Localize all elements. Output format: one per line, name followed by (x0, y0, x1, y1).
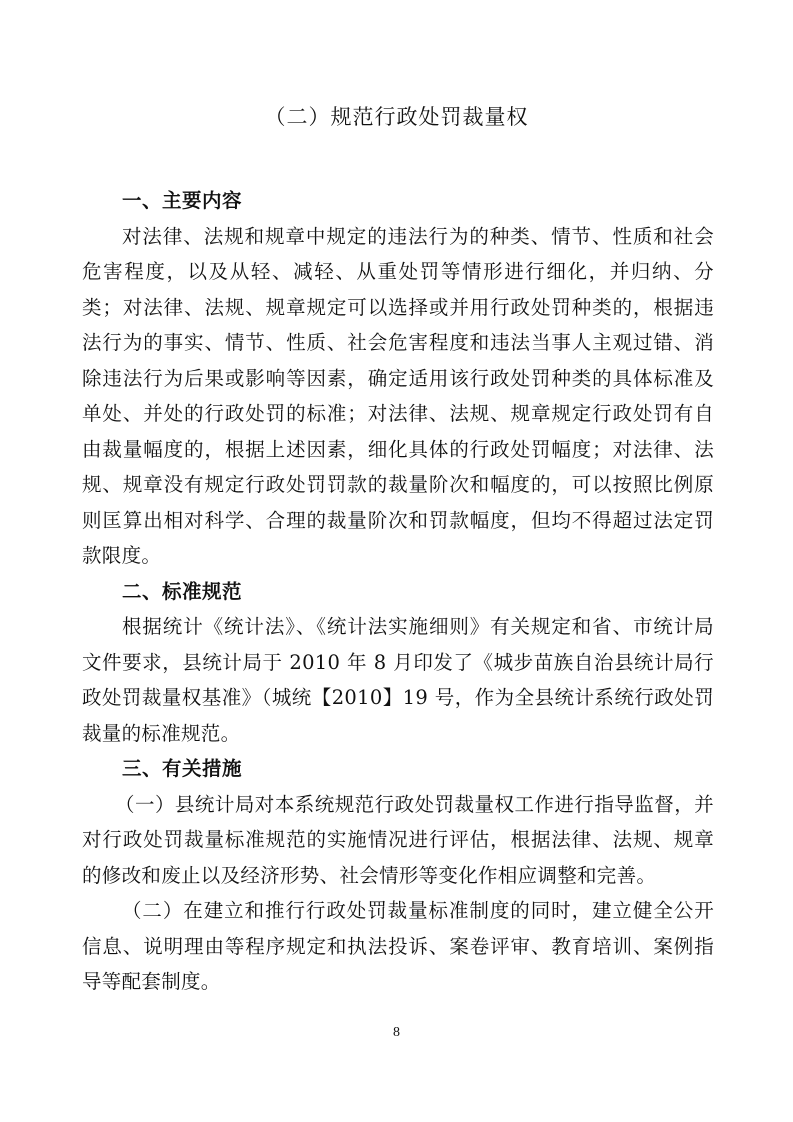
section-heading: 一、主要内容 (122, 189, 243, 212)
section-main-content (82, 183, 714, 574)
paragraph: 根据统计《统计法》、《统计法实施细则》有关规定和省、市统计局文件要求，县统计局于 2010 年 8 月印发了《城步苗族自治县统计局行政处罚裁量权基准》（城统【2010】19 号，作为全县统计系统行政处罚裁量的标准规范。 (82, 615, 714, 745)
section-standard-norms (82, 574, 714, 752)
section-related-measures (82, 751, 714, 1000)
paragraph: 对法律、法规和规章中规定的违法行为的种类、情节、性质和社会危害程度，以及从轻、减轻、从重处罚等情形进行细化，并归纳、分类；对法律、法规、规章规定可以选择或并用行政处罚种类的，根据违法行为的事实、情节、性质、社会危害程度和违法当事人主观过错、消除违法行为后果或影响等因素，确定适用该行政处罚种类的具体标准及单处、并处的行政处罚的标准；对法律、法规、规章规定行政处罚有自由裁量幅度的，根据上述因素，细化具体的行政处罚幅度；对法律、法规、规章没有规定行政处罚罚款的裁量阶次和幅度的，可以按照比例原则匡算出相对科学、合理的裁量阶次和罚款幅度，但均不得超过法定罚款限度。 (82, 224, 714, 567)
section-heading: 三、有关措施 (122, 757, 243, 780)
paragraph: （一）县统计局对本系统规范行政处罚裁量权工作进行指导监督，并对行政处罚裁量标准规范的实施情况进行评估，根据法律、法规、规章的修改和废止以及经济形势、社会情形等变化作相应调整和完善。 (82, 792, 714, 887)
document-body (82, 183, 714, 1000)
page-title: （二）规范行政处罚裁量权 (264, 105, 529, 129)
paragraph: （二）在建立和推行行政处罚裁量标准制度的同时，建立健全公开信息、说明理由等程序规定和执法投诉、案卷评审、教育培训、案例指导等配套制度。 (82, 899, 714, 993)
page-number: 8 (393, 1025, 400, 1040)
section-heading: 二、标准规范 (122, 579, 243, 603)
